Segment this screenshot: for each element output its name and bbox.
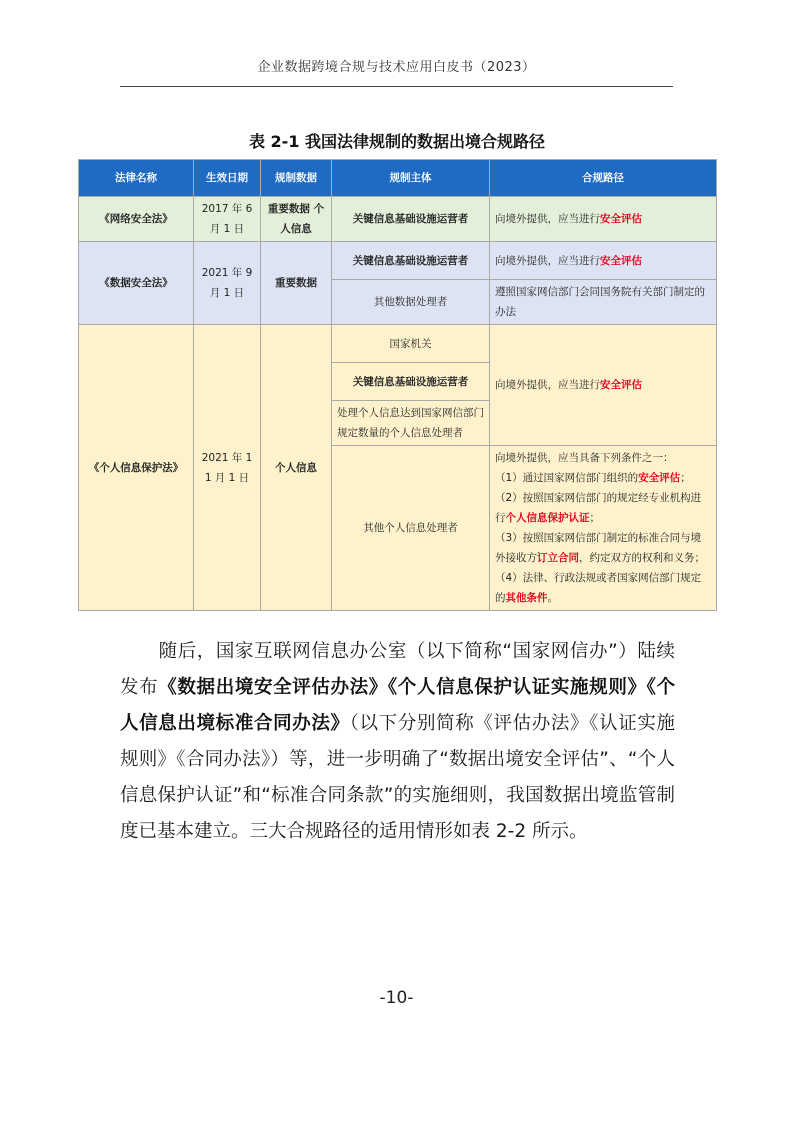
regulated-data-cell: 重要数据 个人信息 [261, 197, 332, 242]
running-header: 企业数据跨境合规与技术应用白皮书（2023） [257, 60, 536, 75]
regulated-subject-cell: 其他数据处理者 [332, 280, 490, 325]
col-header-law-name: 法律名称 [79, 160, 194, 197]
condition-4: （4）法律、行政法规或者国家网信部门规定的其他条件。 [495, 572, 702, 604]
header-rule [120, 86, 673, 87]
condition-1: （1）通过国家网信部门组织的安全评估； [495, 472, 691, 484]
col-header-regulated-subject: 规制主体 [332, 160, 490, 197]
effective-date-cell: 2021 年 11 月 1 日 [194, 325, 261, 611]
paragraph-text: （以下分别简称《评估办法》《认证实施规则》《合同办法》）等，进一步明确了“数据出境安全评估”、“个人信息保护认证”和“标准合同条款”的实施细则，我国数据出境监管制度已基本建立。三大合规路径的适用情形如表 2-2 所示。 [120, 713, 675, 842]
condition-3: （3）按照国家网信部门制定的标准合同与境外接收方订立合同，约定双方的权利和义务； [495, 532, 705, 564]
path-text: 向境外提供，应当进行 [495, 254, 600, 267]
law-name-cell: 《个人信息保护法》 [79, 325, 194, 611]
paragraph-bold-titles: 《数据出境安全评估办法》《个人信息保护认证实施规则》《个人信息出境标准合同办法》 [120, 677, 675, 734]
law-name-cell: 《数据安全法》 [79, 242, 194, 325]
regulated-subject-cell: 关键信息基础设施运营者 [332, 363, 490, 401]
page-number: -10- [379, 988, 414, 1008]
body-paragraph [120, 634, 675, 850]
regulated-subject-cell: 关键信息基础设施运营者 [332, 197, 490, 242]
condition-highlight: 个人信息保护认证 [505, 512, 590, 524]
regulated-subject-cell: 国家机关 [332, 325, 490, 363]
path-highlight: 安全评估 [600, 213, 642, 225]
regulated-data-cell: 重要数据 [261, 242, 332, 325]
path-text: 向境外提供，应当进行 [495, 379, 600, 391]
compliance-table [78, 159, 717, 611]
compliance-path-cell: 遵照国家网信部门会同国务院有关部门制定的办法 [490, 280, 717, 325]
regulated-subject-cell: 关键信息基础设施运营者 [332, 242, 490, 280]
condition-highlight: 安全评估 [638, 472, 681, 484]
compliance-path-cell [490, 242, 717, 280]
path-text: 向境外提供，应当进行 [495, 213, 600, 225]
table-row [79, 325, 717, 363]
regulated-data-cell: 个人信息 [261, 325, 332, 611]
table-title: 表 2-1 我国法律规制的数据出境合规路径 [248, 132, 546, 151]
compliance-path-cell [490, 197, 717, 242]
condition-2: （2）按照国家网信部门的规定经专业机构进行个人信息保护认证； [495, 492, 702, 524]
condition-highlight: 订立合同 [537, 552, 579, 564]
paragraph-text: 随后，国家互联网信息办公室（以下简称“国家网信办”）陆续发布 [120, 641, 675, 698]
table-header-row [79, 160, 717, 197]
compliance-path-cell [490, 446, 717, 611]
path-highlight: 安全评估 [600, 379, 642, 391]
col-header-effective-date: 生效日期 [194, 160, 261, 197]
col-header-compliance-path: 合规路径 [490, 160, 717, 197]
regulated-subject-cell: 处理个人信息达到国家网信部门规定数量的个人信息处理者 [332, 401, 490, 446]
compliance-path-cell [490, 325, 717, 446]
law-name-cell: 《网络安全法》 [79, 197, 194, 242]
condition-highlight: 其他条件 [505, 592, 548, 604]
effective-date-cell: 2021 年 9 月 1 日 [194, 242, 261, 325]
regulated-subject-cell: 其他个人信息处理者 [332, 446, 490, 611]
path-highlight: 安全评估 [600, 254, 642, 267]
table-row [79, 197, 717, 242]
table-row [79, 242, 717, 280]
col-header-regulated-data: 规制数据 [261, 160, 332, 197]
path-intro: 向境外提供，应当具备下列条件之一： [495, 452, 674, 464]
effective-date-cell: 2017 年 6 月 1 日 [194, 197, 261, 242]
